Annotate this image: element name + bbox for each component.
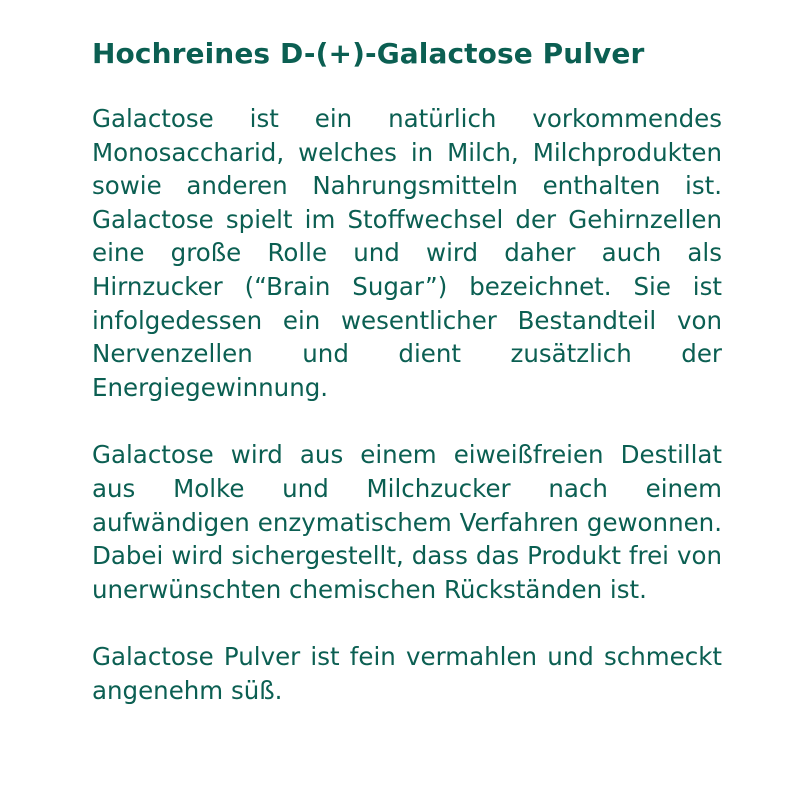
paragraph-intro: Galactose ist ein natürlich vorkommendes Monosaccharid, welches in Milch, Milchprodukten sowie anderen Nahrungsmitteln enthalten ist. Galactose spielt im Stoffwechsel der Gehirnzellen eine große Rolle und wird daher auch als Hirnzucker (“Brain Sugar”) bezeichnet. Sie ist infolgedessen ein wesentlicher Bestandteil von Nervenzellen und dient zusätzlich der Energiegewinnung. (92, 104, 722, 402)
paragraph-taste: Galactose Pulver ist fein vermahlen und schmeckt angenehm süß. (92, 642, 722, 705)
page-title: Hochreines D-(+)-Galactose Pulver (92, 37, 645, 70)
paragraph-production: Galactose wird aus einem eiweißfreien Destillat aus Molke und Milchzucker nach einem aufwändigen enzymatischem Verfahren gewonnen. Dabei wird sichergestellt, dass das Produkt frei von unerwünschten chemischen Rückständen ist. (92, 440, 722, 604)
document-content (92, 34, 722, 708)
